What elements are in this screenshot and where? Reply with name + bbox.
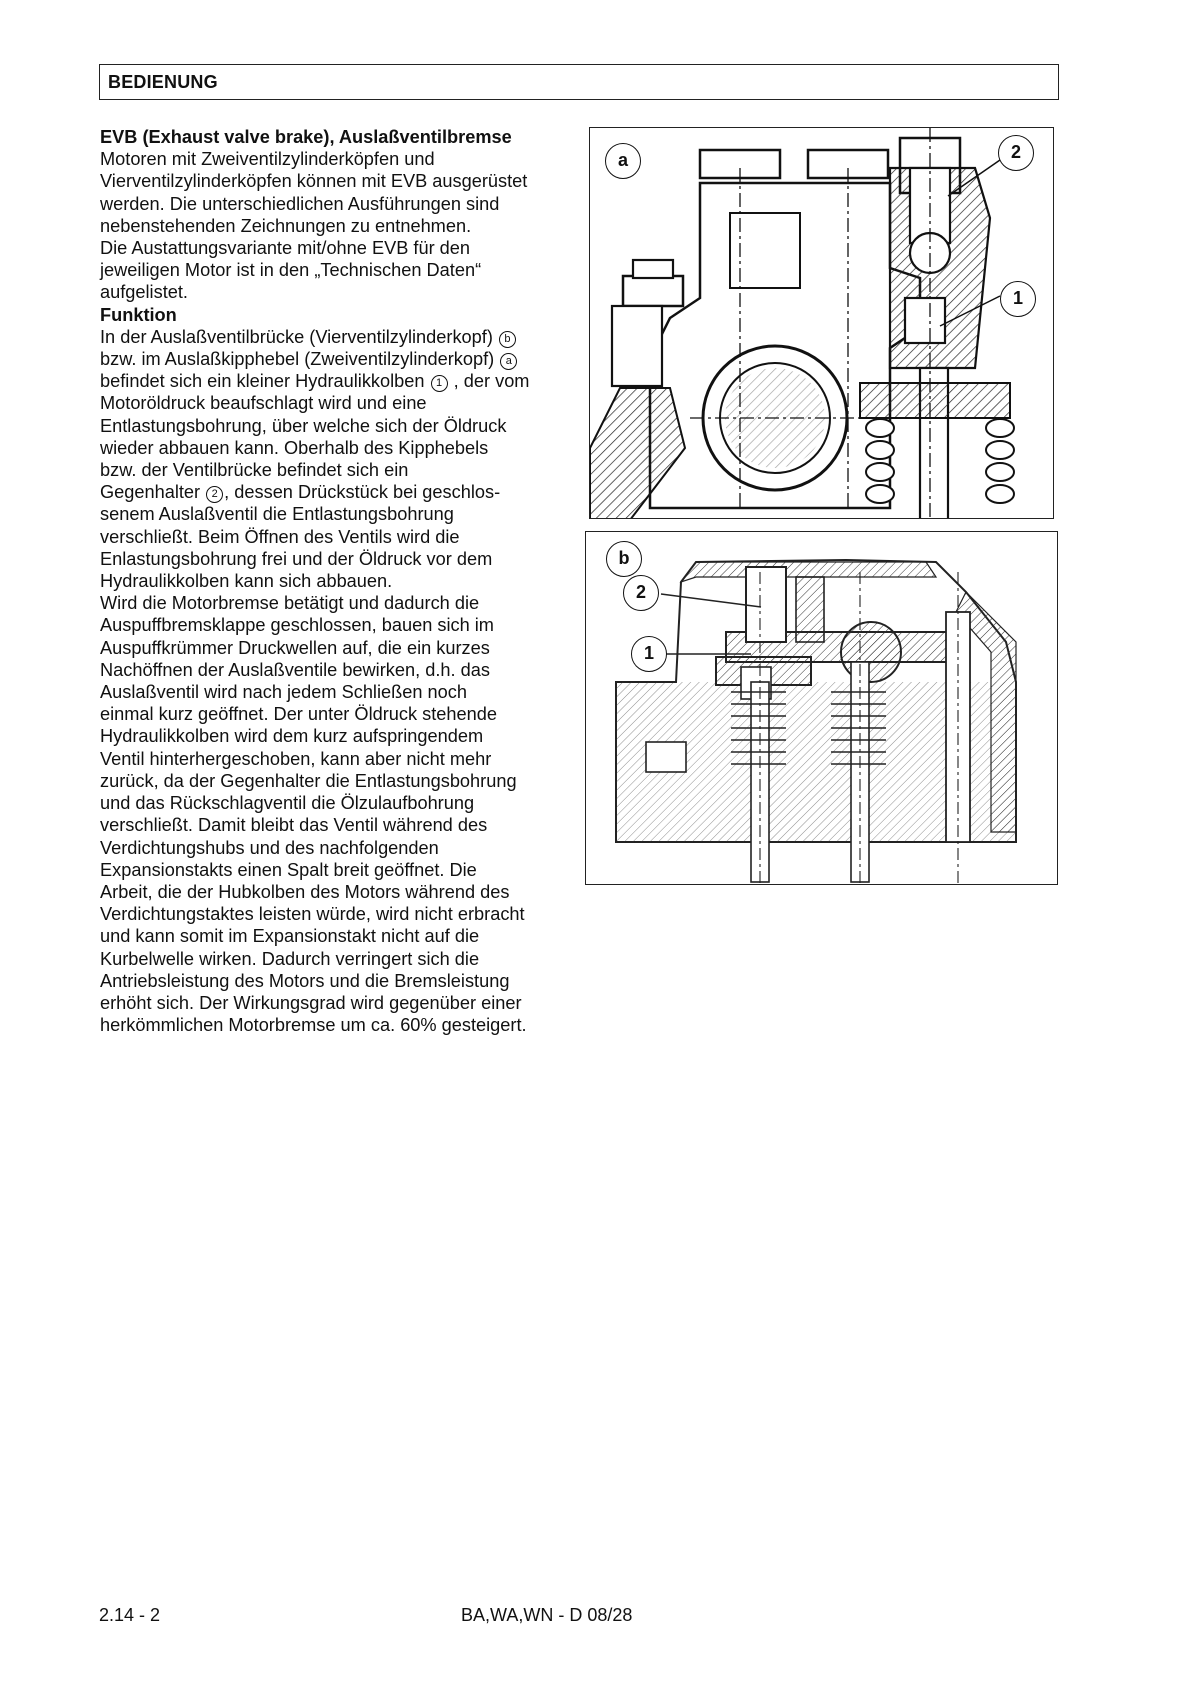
article-heading: EVB (Exhaust valve brake), Auslaßventilbremse (100, 127, 512, 147)
ref-1-marker: 1 (431, 375, 448, 392)
function-line: erhöht sich. Der Wirkungsgrad wird gegenüber einer (100, 992, 522, 1013)
function-line: Enlastungsbohrung frei und der Öldruck vor dem (100, 548, 493, 569)
function-line: wieder abbauen kann. Oberhalb des Kipphebels (100, 437, 489, 458)
figure-a-drawing (590, 128, 1054, 519)
callout-1: 1 (631, 636, 667, 672)
function-line: Verdichtungstaktes leisten würde, wird nicht erbracht (100, 904, 525, 925)
section-title: BEDIENUNG (108, 72, 218, 92)
function-line: Auspuffbremsklappe geschlossen, bauen sich im (100, 615, 494, 636)
intro-line: werden. Die unterschiedlichen Ausführungen sind (100, 193, 500, 214)
function-heading: Funktion (100, 304, 177, 325)
function-line: Arbeit, die der Hubkolben des Motors während des (100, 881, 510, 902)
function-line: Entlastungsbohrung, über welche sich der Öldruck (100, 415, 507, 436)
function-line: Gegenhalter 2 , dessen Drückstück bei geschlos- (100, 482, 501, 503)
function-rest (100, 503, 580, 1036)
function-line: Wird die Motorbremse betätigt und dadurch die (100, 593, 480, 614)
function-line: Auspuffkrümmer Druckwellen auf, die ein kurzes (100, 637, 490, 658)
function-line: Hydraulikkolben kann sich abbauen. (100, 571, 393, 592)
function-line: senem Auslaßventil die Entlastungsbohrung (100, 504, 454, 525)
intro-line: Vierventilzylinderköpfen können mit EVB ausgerüstet (100, 171, 528, 192)
function-line: zurück, da der Gegenhalter die Entlastungsbohrung (100, 770, 517, 791)
function-line: Motoröldruck beaufschlagt wird und eine (100, 393, 427, 414)
page-number: 2.14 - 2 (99, 1605, 161, 1625)
function-line: Verdichtungshubs und des nachfolgenden (100, 837, 439, 858)
callout-1: 1 (1000, 281, 1036, 317)
function-line: verschließt. Beim Öffnen des Ventils wird die (100, 526, 460, 547)
function-line: bzw. im Auslaßkipphebel (Zweiventilzylinderkopf) a (100, 348, 580, 370)
function-line: herkömmlichen Motorbremse um ca. 60% gesteigert. (100, 1015, 527, 1036)
function-line: Hydraulikkolben wird dem kurz aufspringendem (100, 726, 484, 747)
function-line: Auslaßventil wird nach jedem Schließen noch (100, 682, 467, 703)
ref-2-marker: 2 (206, 486, 223, 503)
function-line: Kurbelwelle wirken. Dadurch verringert sich die (100, 948, 480, 969)
intro-line: Motoren mit Zweiventilzylinderköpfen und (100, 149, 435, 170)
function-line: einmal kurz geöffnet. Der unter Öldruck stehende (100, 704, 497, 725)
figure-a (589, 127, 1054, 519)
document-id: BA,WA,WN - D 08/28 (461, 1605, 633, 1625)
function-line: Expansionstakts einen Spalt breit geöffnet. Die (100, 859, 477, 880)
article-body (100, 126, 580, 1036)
function-line: verschließt. Damit bleibt das Ventil während des (100, 815, 488, 836)
function-line: In der Auslaßventilbrücke (Vierventilzylinderkopf) b (100, 326, 580, 348)
ref-a-marker: a (500, 353, 517, 370)
section-header (99, 64, 1059, 100)
callout-2: 2 (998, 135, 1034, 171)
function-line: Antriebsleistung des Motors und die Bremsleistung (100, 970, 510, 991)
figure-a-label: a (605, 143, 641, 179)
intro-line: jeweiligen Motor ist in den „Technischen Daten“ (100, 260, 482, 281)
function-line: befindet sich ein kleiner Hydraulikkolben 1 , der vom (100, 371, 530, 392)
callout-2: 2 (623, 575, 659, 611)
figure-b (585, 531, 1058, 885)
function-line: und das Rückschlagventil die Ölzulaufbohrung (100, 793, 475, 814)
intro-line: aufgelistet. (100, 282, 188, 303)
intro-line: Die Austattungsvariante mit/ohne EVB für den (100, 238, 471, 259)
figure-b-label: b (606, 541, 642, 577)
intro-line: nebenstehenden Zeichnungen zu entnehmen. (100, 215, 472, 236)
function-line: bzw. der Ventilbrücke befindet sich ein (100, 460, 409, 481)
function-line: Nachöffnen der Auslaßventile bewirken, d.h. das (100, 659, 490, 680)
function-line: Ventil hinterhergeschoben, kann aber nicht mehr (100, 748, 492, 769)
ref-b-marker: b (499, 331, 516, 348)
function-line: und kann somit im Expansionstakt nicht auf die (100, 926, 480, 947)
